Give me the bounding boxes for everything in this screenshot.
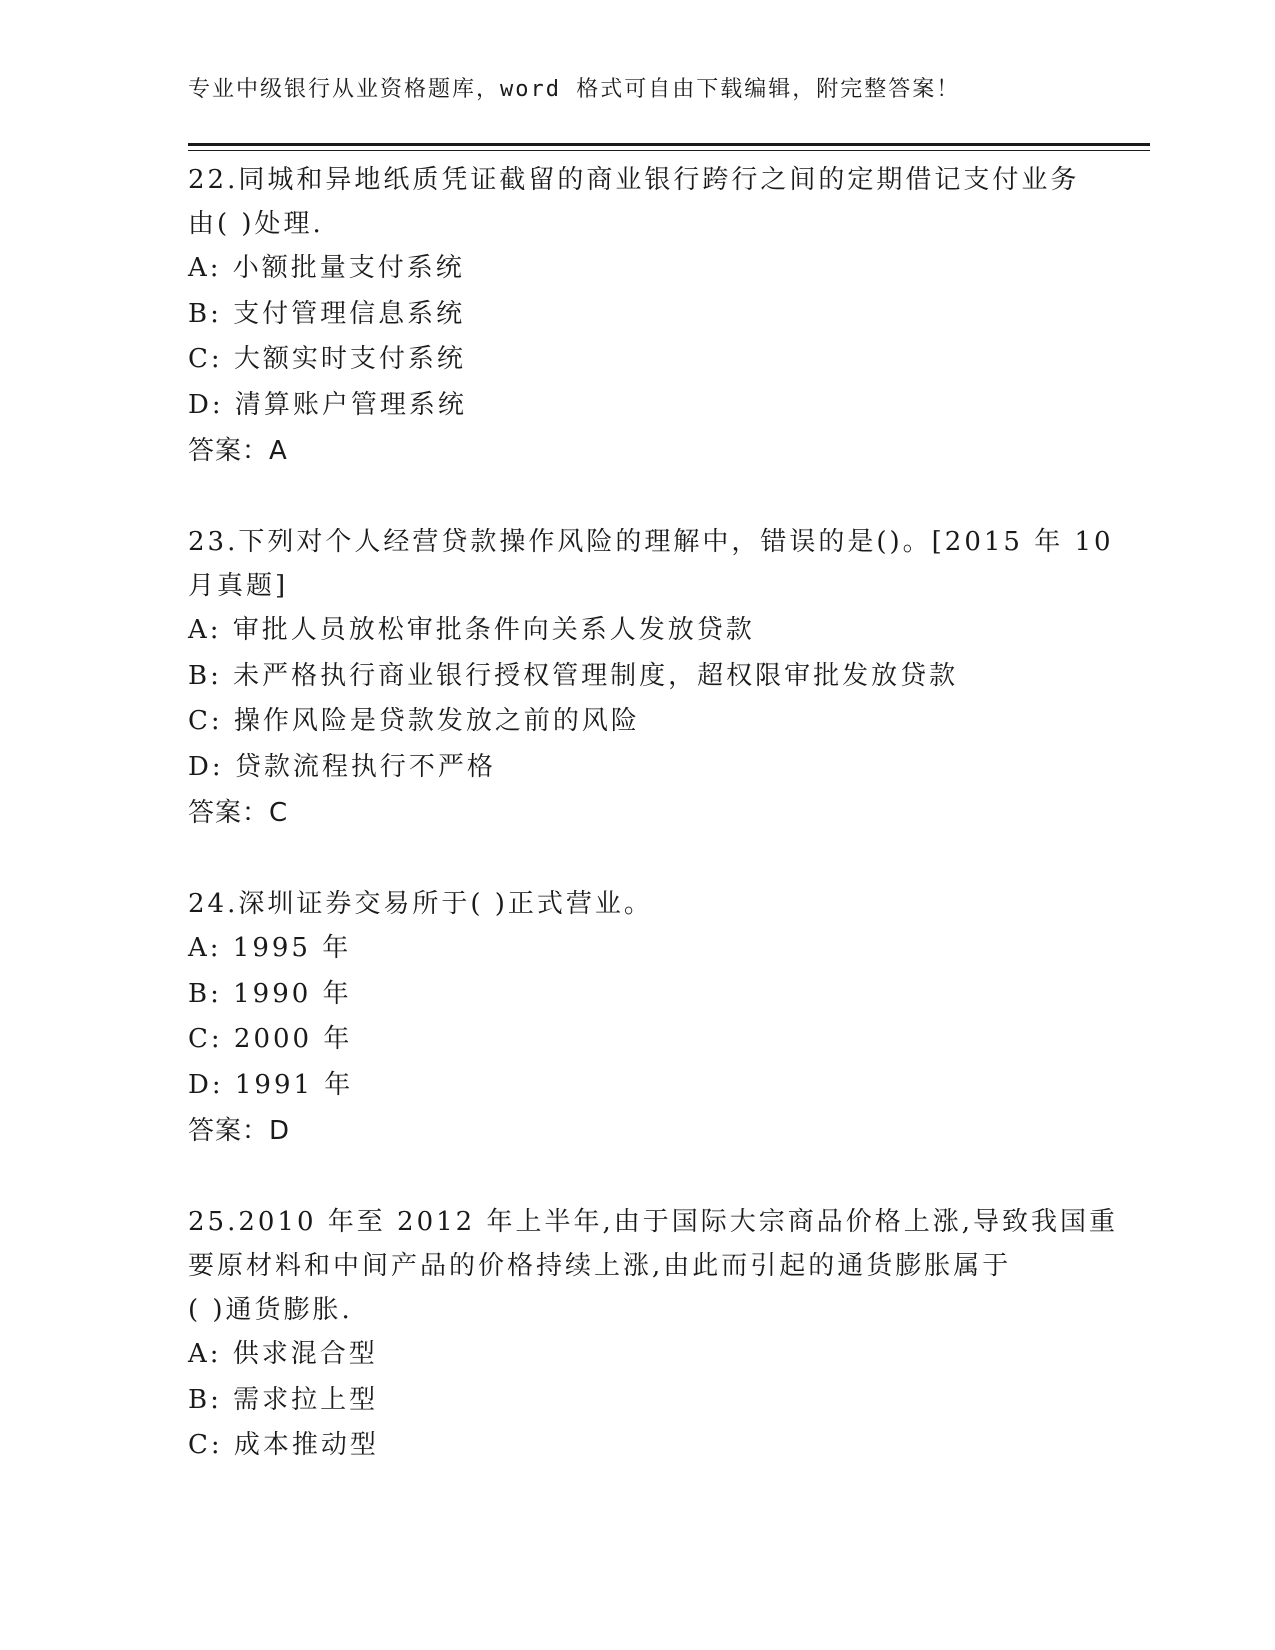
option-b: B: 未严格执行商业银行授权管理制度，超权限审批发放贷款 [188, 660, 959, 691]
question-23 [188, 520, 1114, 836]
question-stem-line: 24.深圳证券交易所于( )正式营业。 [188, 889, 653, 919]
option-c: C: 操作风险是贷款发放之前的风险 [188, 706, 640, 736]
option-a: A: 小额批量支付系统 [188, 253, 465, 283]
header-divider-thin [188, 150, 1150, 151]
question-stem-line: 月真题] [188, 571, 289, 601]
question-stem-line: 22.同城和异地纸质凭证截留的商业银行跨行之间的定期借记支付业务 [188, 165, 1080, 195]
option-a: A: 供求混合型 [188, 1339, 378, 1369]
option-c: C: 成本推动型 [188, 1430, 379, 1460]
question-stem-line: 由( )处理. [188, 209, 324, 239]
question-24 [188, 882, 1088, 1154]
option-d: D: 1991 年 [188, 1069, 354, 1100]
question-stem-line: ( )通货膨胀. [188, 1295, 353, 1325]
answer-label: 答案：D [188, 1116, 291, 1146]
question-stem-line: 要原材料和中间产品的价格持续上涨,由此而引起的通货膨胀属于 [188, 1251, 1012, 1281]
answer-label: 答案：C [188, 798, 289, 828]
option-b: B: 需求拉上型 [188, 1384, 379, 1415]
option-a: A: 1995 年 [188, 933, 352, 963]
header-divider-thick [188, 143, 1150, 146]
option-b: B: 支付管理信息系统 [188, 298, 466, 329]
option-c: C: 2000 年 [188, 1024, 353, 1054]
option-d: D: 贷款流程执行不严格 [188, 751, 496, 782]
page-header: 专业中级银行从业资格题库，word 格式可自由下载编辑，附完整答案！ [188, 77, 961, 102]
option-b: B: 1990 年 [188, 978, 352, 1009]
option-d: D: 清算账户管理系统 [188, 389, 467, 420]
question-25 [188, 1200, 1119, 1469]
option-c: C: 大额实时支付系统 [188, 344, 466, 374]
option-a: A: 审批人员放松审批条件向关系人发放贷款 [188, 615, 755, 645]
question-22 [188, 158, 1088, 474]
answer-label: 答案：A [188, 436, 288, 466]
question-stem-line: 25.2010 年至 2012 年上半年,由于国际大宗商品价格上涨,导致我国重 [188, 1207, 1119, 1237]
question-stem-line: 23.下列对个人经营贷款操作风险的理解中，错误的是()。[2015 年 10 [188, 527, 1114, 557]
question-list [188, 158, 1119, 1469]
